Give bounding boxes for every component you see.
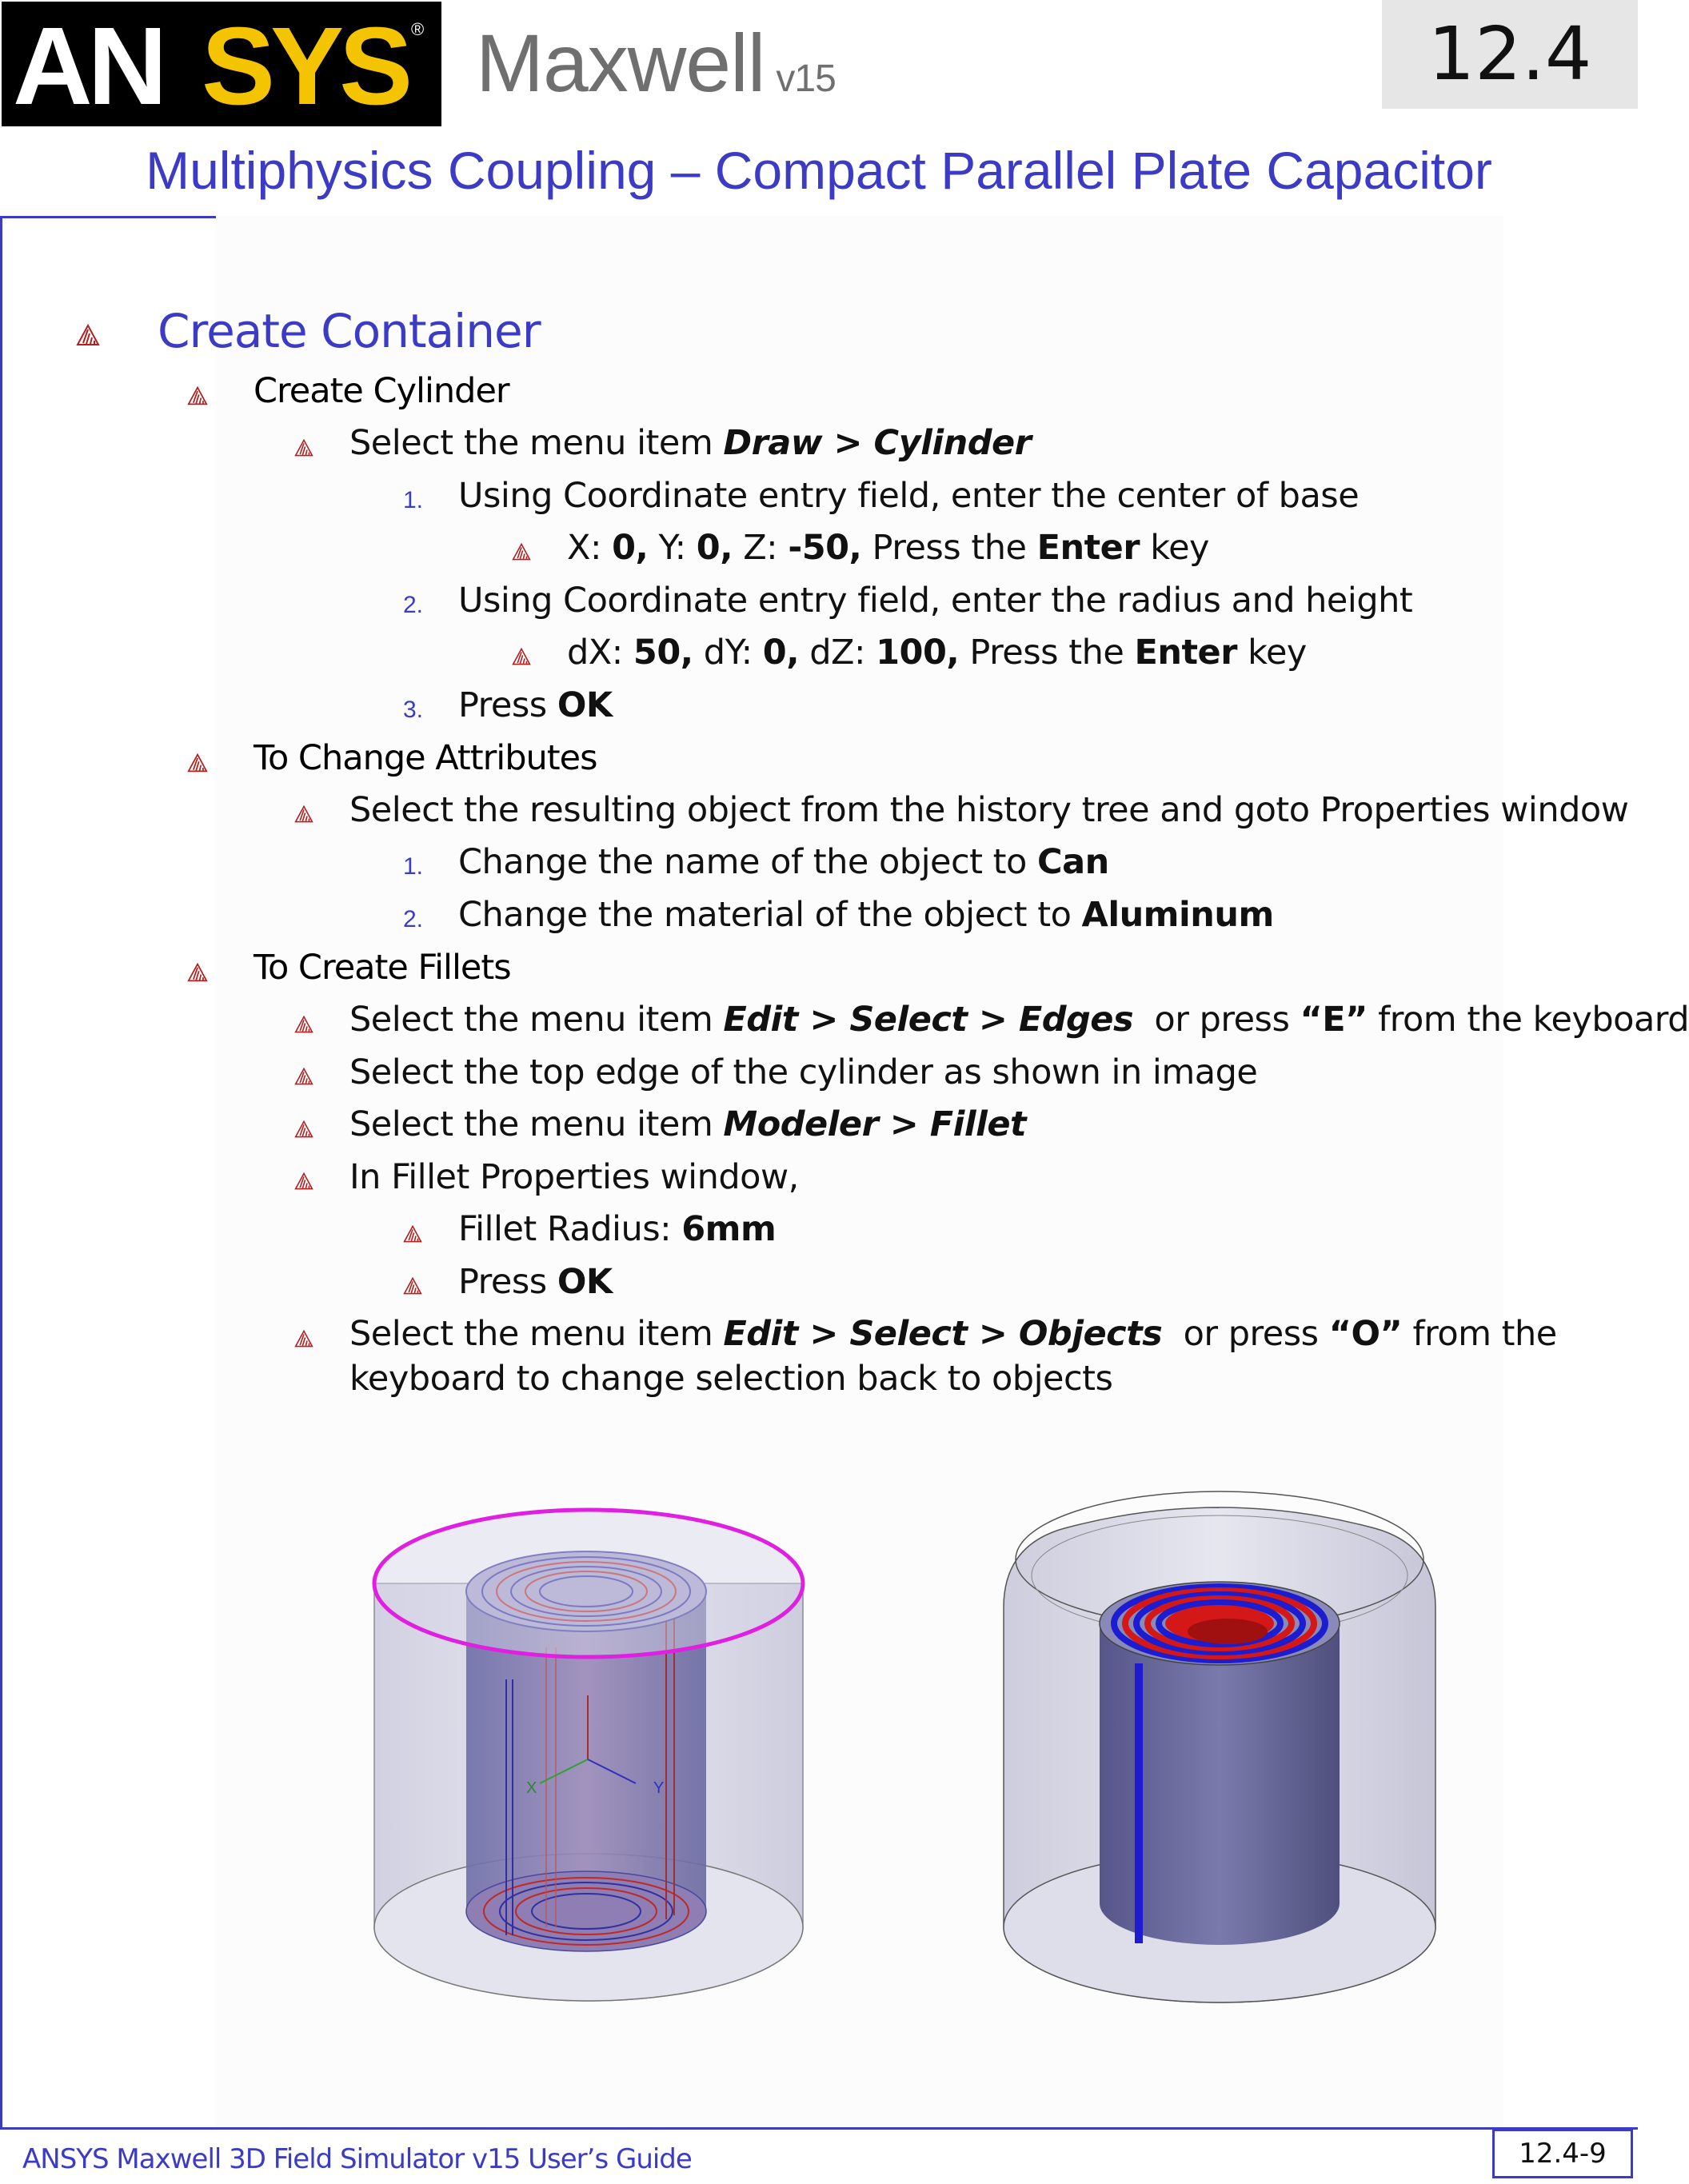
page-number: 12.4-9 <box>1492 2129 1633 2178</box>
ansys-logo <box>2 2 441 126</box>
menu-path-select-objects: Edit > Select > Objects <box>723 1314 1163 1354</box>
step-number: 2. <box>403 592 424 618</box>
menu-path-select-edges: Edit > Select > Edges <box>723 1000 1134 1040</box>
step-number: 3. <box>403 697 424 723</box>
product-name: Maxwell v15 <box>476 18 836 109</box>
triangle-bullet-icon <box>294 438 313 457</box>
chapter-number: 12.4 <box>1382 0 1638 109</box>
triangle-bullet-icon <box>187 753 208 773</box>
cylinder-edge-selected-image <box>364 1455 820 1975</box>
step-number: 2. <box>403 906 424 932</box>
triangle-bullet-icon <box>294 805 313 824</box>
section-heading: Create Container <box>158 304 541 358</box>
step3-text: Press OK <box>458 685 613 725</box>
change-attributes-heading: To Change Attributes <box>254 738 597 778</box>
triangle-bullet-icon <box>294 1120 313 1139</box>
triangle-bullet-icon <box>294 1329 313 1348</box>
step-number: 1. <box>403 853 424 880</box>
footer-divider <box>0 2127 1638 2130</box>
rename-step: Change the name of the object to Can <box>458 842 1109 882</box>
base-coordinates: X: 0, Y: 0, Z: -50, Press the Enter key <box>567 528 1209 568</box>
product-version: v15 <box>776 58 836 100</box>
create-cylinder-heading: Create Cylinder <box>254 371 509 411</box>
svg-text:SYS: SYS <box>202 5 409 128</box>
triangle-bullet-icon <box>403 1224 422 1244</box>
axis-y-label: Y <box>653 1779 665 1797</box>
svg-text:®: ® <box>411 19 425 39</box>
triangle-bullet-icon <box>403 1276 422 1296</box>
cylinder-filleted-image <box>996 1455 1443 2071</box>
step-number: 1. <box>403 487 424 513</box>
radius-height-coordinates: dX: 50, dY: 0, dZ: 100, Press the Enter key <box>567 633 1307 673</box>
left-border <box>0 216 2 2129</box>
select-objects-instruction: Select the menu item Edit > Select > Objects or press “O” from the <box>349 1314 1557 1354</box>
axis-x-label: X <box>526 1779 537 1797</box>
fillet-menu-instruction: Select the menu item Modeler > Fillet <box>349 1104 1027 1144</box>
select-objects-continuation: keyboard to change selection back to objects <box>349 1359 1113 1399</box>
cylinder-menu-instruction: Select the menu item Draw > Cylinder <box>349 423 1032 463</box>
attributes-intro: Select the resulting object from the history tree and goto Properties window <box>349 790 1629 830</box>
create-fillets-heading: To Create Fillets <box>254 948 511 988</box>
triangle-bullet-icon <box>187 385 208 406</box>
slide-title: Multiphysics Coupling – Compact Parallel Plate Capacitor <box>146 141 1492 200</box>
triangle-bullet-icon <box>294 1172 313 1191</box>
svg-text:AN: AN <box>13 5 163 128</box>
footer-guide-title: ANSYS Maxwell 3D Field Simulator v15 User’s Guide <box>22 2143 692 2175</box>
triangle-bullet-icon <box>512 542 531 561</box>
material-step: Change the material of the object to Aluminum <box>458 895 1274 935</box>
triangle-bullet-icon <box>294 1067 313 1086</box>
triangle-bullet-icon <box>512 647 531 666</box>
select-edges-instruction: Select the menu item Edit > Select > Edges or press “E” from the keyboard <box>349 1000 1689 1040</box>
top-edge-instruction: Select the top edge of the cylinder as shown in image <box>349 1052 1258 1092</box>
fillet-properties-instruction: In Fillet Properties window, <box>349 1157 799 1197</box>
menu-path-modeler-fillet: Modeler > Fillet <box>723 1104 1027 1144</box>
fillet-press-ok: Press OK <box>458 1262 613 1302</box>
fillet-radius: Fillet Radius: 6mm <box>458 1209 777 1249</box>
step2-text: Using Coordinate entry field, enter the radius and height <box>458 581 1413 621</box>
selected-top-edge <box>374 1510 803 1657</box>
triangle-bullet-icon <box>294 1015 313 1034</box>
triangle-bullet-icon <box>76 323 100 347</box>
menu-path-draw-cylinder: Draw > Cylinder <box>723 423 1032 463</box>
step1-text: Using Coordinate entry field, enter the center of base <box>458 476 1360 516</box>
triangle-bullet-icon <box>187 962 208 983</box>
